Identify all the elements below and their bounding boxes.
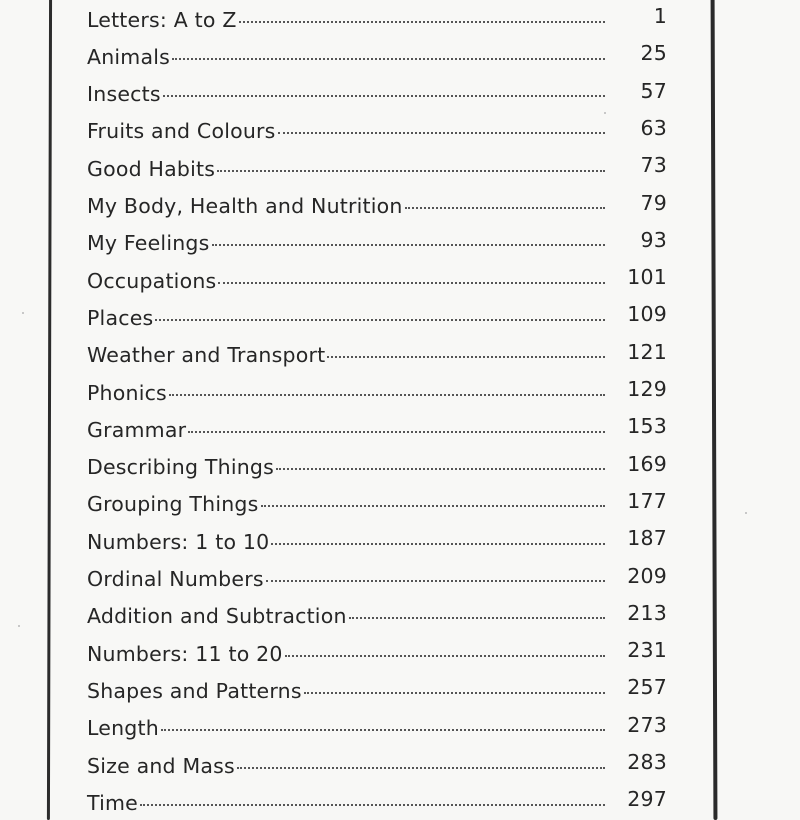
dot-leader — [276, 448, 605, 471]
dot-leader — [155, 298, 605, 321]
toc-entry-title: Size and Mass — [87, 753, 235, 778]
dot-leader — [140, 783, 605, 806]
toc-entry-page-number: 79 — [640, 190, 667, 215]
toc-entry-title: Time — [87, 790, 138, 815]
toc-entry — [87, 228, 667, 258]
toc-entry — [87, 153, 667, 183]
dot-leader — [278, 112, 605, 135]
toc-entry-page-number: 257 — [627, 675, 667, 700]
toc-entry-page-number: 169 — [627, 451, 667, 476]
toc-entry-title: Places — [87, 305, 154, 330]
toc-entry — [87, 302, 667, 332]
toc-entry-page-number: 213 — [627, 600, 667, 625]
dot-leader — [239, 0, 605, 23]
toc-entry-title: Grouping Things — [87, 492, 259, 517]
toc-entry — [87, 564, 667, 594]
toc-entry-title: My Feelings — [87, 231, 210, 256]
toc-entry-title: Insects — [87, 82, 161, 107]
toc-entry — [87, 750, 667, 780]
toc-entry — [87, 4, 667, 34]
toc-entry-page-number: 63 — [640, 115, 667, 140]
toc-entry-page-number: 177 — [627, 488, 667, 513]
toc-entry-page-number: 109 — [627, 302, 667, 327]
dot-leader — [163, 75, 605, 98]
toc-entry-page-number: 297 — [627, 787, 667, 812]
dot-leader — [327, 336, 605, 359]
dot-leader — [237, 746, 605, 769]
toc-entry — [87, 116, 667, 146]
dot-leader — [349, 597, 605, 620]
dot-leader — [161, 709, 605, 732]
toc-entry-page-number: 129 — [627, 377, 667, 401]
toc-entry — [87, 340, 667, 370]
toc-entry-page-number: 25 — [640, 41, 667, 66]
toc-entry-page-number: 1 — [653, 4, 667, 28]
toc-entry-page-number: 231 — [627, 638, 667, 663]
frame-border-right — [711, 0, 718, 820]
frame-border-left — [47, 0, 52, 820]
toc-entry — [87, 526, 667, 556]
scan-speck — [18, 625, 20, 627]
toc-entry — [87, 191, 667, 221]
dot-leader — [285, 634, 605, 657]
toc-entry-title: Length — [87, 716, 159, 741]
toc-entry-title: Shapes and Patterns — [87, 678, 302, 703]
toc-entry — [87, 452, 667, 482]
toc-entry — [87, 787, 667, 817]
dot-leader — [304, 671, 605, 694]
scan-speck — [22, 312, 24, 314]
toc-entry-title: Letters: A to Z — [87, 7, 237, 32]
toc-entry-page-number: 57 — [640, 78, 667, 103]
toc-entry — [87, 41, 667, 71]
toc-entry-page-number: 93 — [640, 227, 667, 252]
dot-leader — [169, 373, 605, 396]
toc-entry-page-number: 153 — [627, 414, 667, 439]
toc-entry-title: Ordinal Numbers — [87, 567, 264, 591]
toc-entry-title: Numbers: 11 to 20 — [87, 641, 283, 666]
dot-leader — [266, 560, 605, 583]
toc-entry-title: Good Habits — [87, 156, 216, 181]
toc-entry — [87, 265, 667, 295]
toc-entry-title: Fruits and Colours — [87, 119, 276, 144]
dot-leader — [405, 187, 605, 210]
toc-entry-page-number: 73 — [640, 153, 667, 178]
toc-entry-title: Animals — [87, 44, 171, 69]
toc-entry-title: My Body, Health and Nutrition — [87, 194, 403, 218]
toc-entry — [87, 377, 667, 407]
dot-leader — [172, 37, 605, 60]
toc-entry — [87, 675, 667, 705]
toc-entry-page-number: 101 — [627, 265, 667, 290]
toc-entry — [87, 414, 667, 444]
dot-leader — [212, 224, 605, 247]
toc-entry-title: Addition and Subtraction — [87, 604, 347, 629]
toc-entry — [87, 79, 667, 109]
toc-entry-page-number: 121 — [627, 339, 667, 364]
toc-entry — [87, 638, 667, 668]
toc-entry-title: Numbers: 1 to 10 — [87, 529, 270, 554]
dot-leader — [271, 522, 605, 545]
toc-entry-title: Occupations — [87, 268, 217, 293]
toc-entry-page-number: 209 — [627, 563, 667, 588]
toc-entry-title: Phonics — [87, 380, 167, 405]
toc-entry-title: Grammar — [87, 417, 187, 442]
toc-entry-page-number: 187 — [627, 526, 667, 551]
toc-entry-page-number: 283 — [627, 750, 667, 774]
toc-entry — [87, 713, 667, 743]
dot-leader — [217, 149, 605, 172]
toc-entry — [87, 489, 667, 519]
toc-entry — [87, 601, 667, 631]
dot-leader — [188, 410, 605, 433]
dot-leader — [218, 261, 605, 284]
toc-entry-title: Weather and Transport — [87, 343, 326, 368]
toc-entry-title: Describing Things — [87, 455, 274, 480]
toc-entry-page-number: 273 — [627, 712, 667, 737]
dot-leader — [261, 485, 605, 508]
scan-speck — [745, 512, 747, 514]
